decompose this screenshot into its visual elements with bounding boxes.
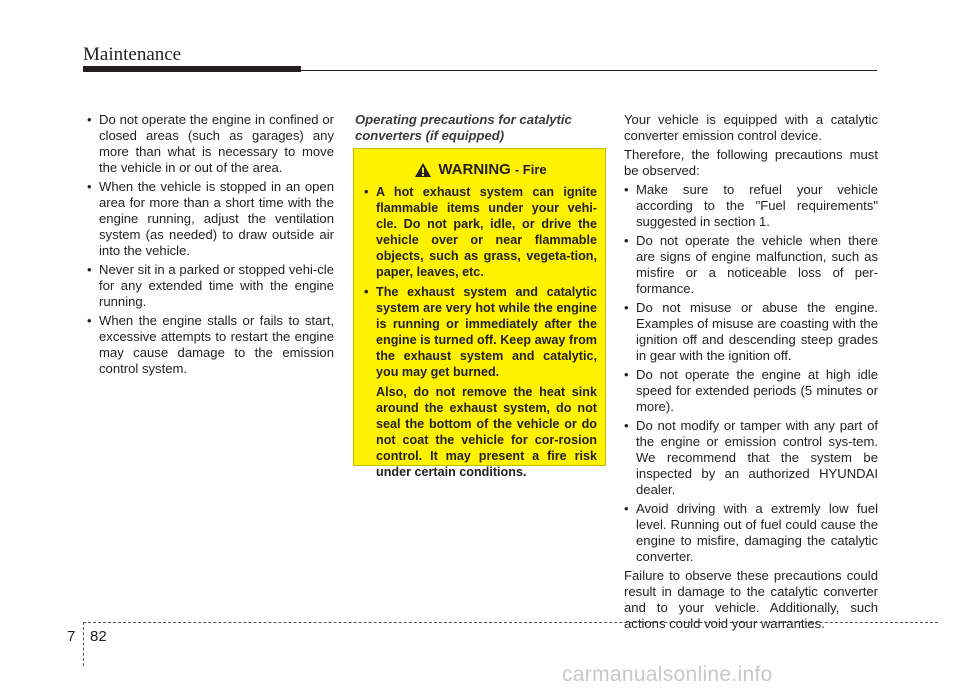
list-item: • Do not operate the engine in confined or closed areas (such as garages) any more than what is necessary to move the vehicle in or out of the area. — [87, 112, 334, 176]
precautions-list — [624, 182, 878, 565]
list-item: • Make sure to refuel your vehicle according to the "Fuel requirements" suggested in section 1. — [624, 182, 878, 230]
section-heading: Operating precautions for catalytic converters (if equipped) — [355, 112, 572, 143]
closing-paragraph: Failure to observe these precautions could result in damage to the catalytic converter and to your vehicle. Additionally, such actions could void your warranties. — [624, 568, 878, 631]
list-item: • Avoid driving with a extremly low fuel level. Running out of fuel could cause the engine to misfire, damaging the catalytic converter. — [624, 501, 878, 565]
list-item: • Do not modify or tamper with any part of the engine or emission control sys-tem. We recommend that the system be inspected by an authorized HYUNDAI dealer. — [624, 418, 878, 498]
list-item: • When the vehicle is stopped in an open area for more than a short time with the engine running, adjust the ventilation system (as needed) to draw outside air into the vehicle. — [87, 179, 334, 259]
column-left — [87, 112, 334, 380]
column-middle — [355, 112, 607, 150]
list-item: • Never sit in a parked or stopped vehi-cle for any extended time with the engine running. — [87, 262, 334, 310]
bullet-list — [87, 112, 334, 377]
list-item: • Do not operate the engine at high idle speed for extended periods (5 minutes or more). — [624, 367, 878, 415]
intro-paragraph: Your vehicle is equipped with a catalytic converter emission control device. — [624, 112, 878, 143]
footer-divider — [83, 622, 84, 666]
warning-bullet-list — [364, 184, 597, 380]
warning-box — [353, 148, 606, 479]
page-number: 82 — [90, 628, 107, 645]
list-item: • A hot exhaust system can ignite flammable items under your vehi-cle. Do not park, idle, or drive the vehicle over or near flammable objects, such as grass, vegeta-tion, paper, leaves, etc. — [364, 184, 597, 280]
column-right — [624, 112, 878, 635]
intro-paragraph: Therefore, the following precautions must be observed: — [624, 147, 878, 178]
chapter-number: 7 — [67, 628, 76, 645]
list-item: • When the engine stalls or fails to start, excessive attempts to restart the engine may cause damage to the emission control system. — [87, 313, 334, 377]
warning-label: WARNING — [438, 161, 511, 178]
list-item: • The exhaust system and catalytic system are very hot while the engine is running or immediately after the engine is turned off. Keep away from the exhaust system and catalytic, you may get burned. — [364, 284, 597, 380]
list-item: • Do not misuse or abuse the engine. Examples of misuse are coasting with the ignition off and descending steep grades in gear with the ignition off. — [624, 300, 878, 364]
header-rule — [301, 70, 877, 71]
header-bar — [83, 66, 301, 72]
warning-extra-text: Also, do not remove the heat sink around the exhaust system, do not seal the bottom of the vehicle or do not coat the vehicle for cor-rosion control. It may present a fire risk under certain conditions. — [376, 385, 597, 479]
page-header-title: Maintenance — [83, 44, 182, 65]
watermark-text: carmanualsonline.info — [562, 663, 773, 686]
warning-triangle-icon — [414, 162, 432, 178]
warning-subtitle: - Fire — [514, 162, 547, 177]
warning-title — [364, 161, 597, 178]
list-item: • Do not operate the vehicle when there are signs of engine malfunction, such as misfire or a noticeable loss of per-formance. — [624, 233, 878, 297]
footer-rule — [83, 622, 938, 623]
